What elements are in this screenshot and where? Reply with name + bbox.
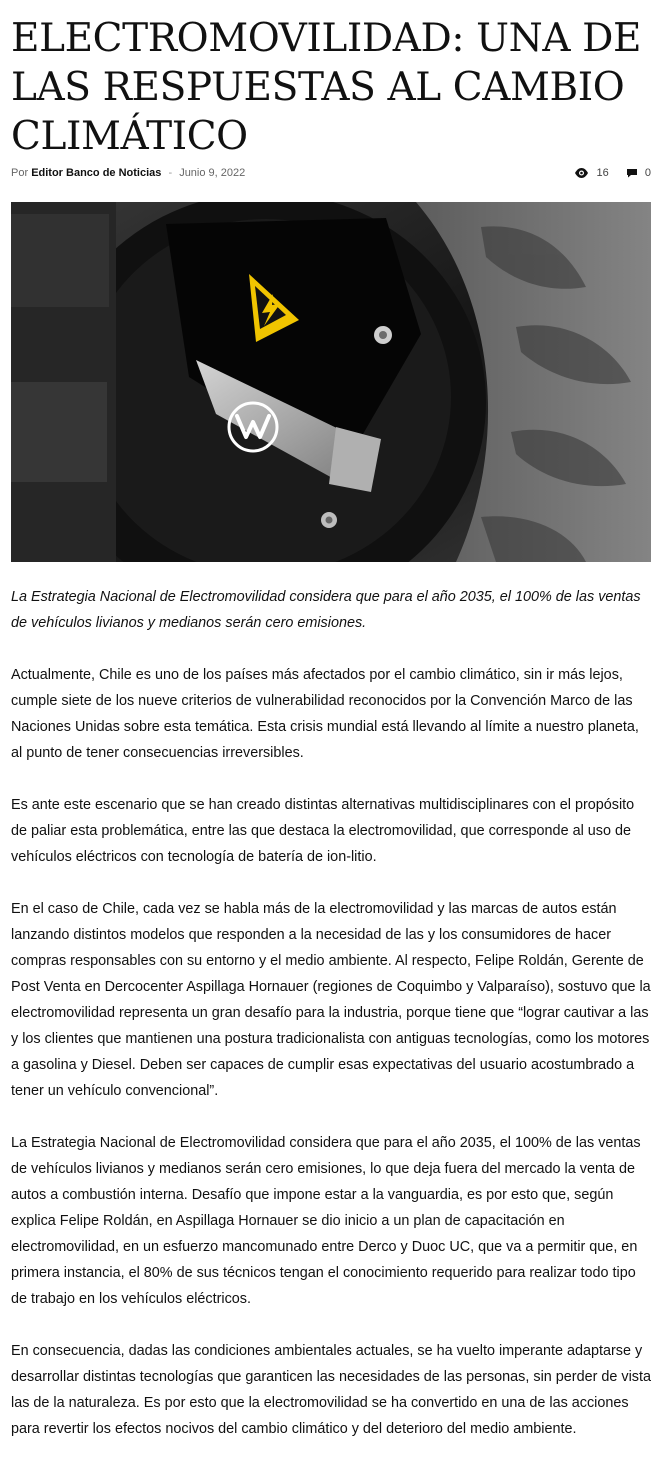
article-stats [560,165,651,181]
author-date-line [11,165,245,181]
comments-number: 0 [644,167,651,180]
article-paragraph: En el caso de Chile, cada vez se habla más de la electromovilidad y las marcas de autos están lanzando distintos modelos que responden a la necesidad de las y los consumidores de hacer compras responsables con su entorno y el medio ambiente. Al respecto, Felipe Roldán, Gerente de Post Venta en Dercocenter Aspillaga Hornauer (regiones de Coquimbo y Valparaíso), sostuvo que la electromovilidad representa un gran desafío para la industria, porque tiene que “lograr cautivar a las y los clientes que mantienen una postura tradicionalista con antiguas tecnologías, como los motores a gasolina y Diesel. Deben ser capaces de cumplir esas expectativas del usuario acostumbrado a tener un vehículo convencional”. [11,901,651,1099]
article-paragraph: En consecuencia, dadas las condiciones ambientales actuales, se ha vuelto imperante adaptarse y desarrollar distintas tecnologías que garanticen las necesidades de las personas, sin perder de vista las de la naturaleza. Es por esto que la electromovilidad se ha convertido en una de las acciones para revertir los efectos nocivos del cambio climático y del deterioro del medio ambiente. [11,1343,651,1437]
eye-icon [574,168,589,178]
meta-separator: - [168,167,173,179]
featured-image [11,202,651,562]
views-number: 16 [596,167,609,180]
article-title: ELECTROMOVILIDAD: UNA DE LAS RESPUESTAS AL CAMBIO CLIMÁTICO [11,16,642,159]
article-meta [11,165,651,181]
author-link[interactable]: Editor Banco de Noticias [31,167,162,179]
publish-date: Junio 9, 2022 [179,167,246,179]
article-paragraph: La Estrategia Nacional de Electromovilidad considera que para el año 2035, el 100% de las ventas de vehículos livianos y medianos serán cero emisiones, lo que deja fuera del mercado la venta de autos a combustión interna. Desafío que impone estar a la vanguardia, es por esto que, según explica Felipe Roldán, en Aspillaga Hornauer se dio inicio a un plan de capacitación en electromovilidad, en un esfuerzo mancomunado entre Derco y Duoc UC, que va a permitir que, en primera instancia, el 80% de sus técnicos tengan el conocimiento requerido para realizar todo tipo de trabajo en los vehículos eléctricos. [11,1135,641,1307]
author-prefix: Por [11,167,29,179]
article-paragraph: Es ante este escenario que se han creado distintas alternativas multidisciplinares con el propósito de paliar esta problemática, entre las que destaca la electromovilidad, que corresponde al uso de vehículos eléctricos con tecnología de batería de ion-litio. [11,797,635,865]
comment-icon [626,168,638,178]
article-paragraph: Actualmente, Chile es uno de los países más afectados por el cambio climático, sin ir más lejos, cumple siete de los nueve criterios de vulnerabilidad reconocidos por la Convención Marco de las Naciones Unidas sobre esta temática. Esta crisis mundial está llevando al límite a nuestro planeta, al punto de tener consecuencias irreversibles. [11,667,639,761]
article-lead: La Estrategia Nacional de Electromovilidad considera que para el año 2035, el 100% de las ventas de vehículos livianos y medianos serán cero emisiones. [11,589,641,631]
article-body [11,584,651,1468]
comments-count[interactable] [626,165,651,181]
wheel-motor-image [11,202,651,562]
views-count [574,165,608,181]
